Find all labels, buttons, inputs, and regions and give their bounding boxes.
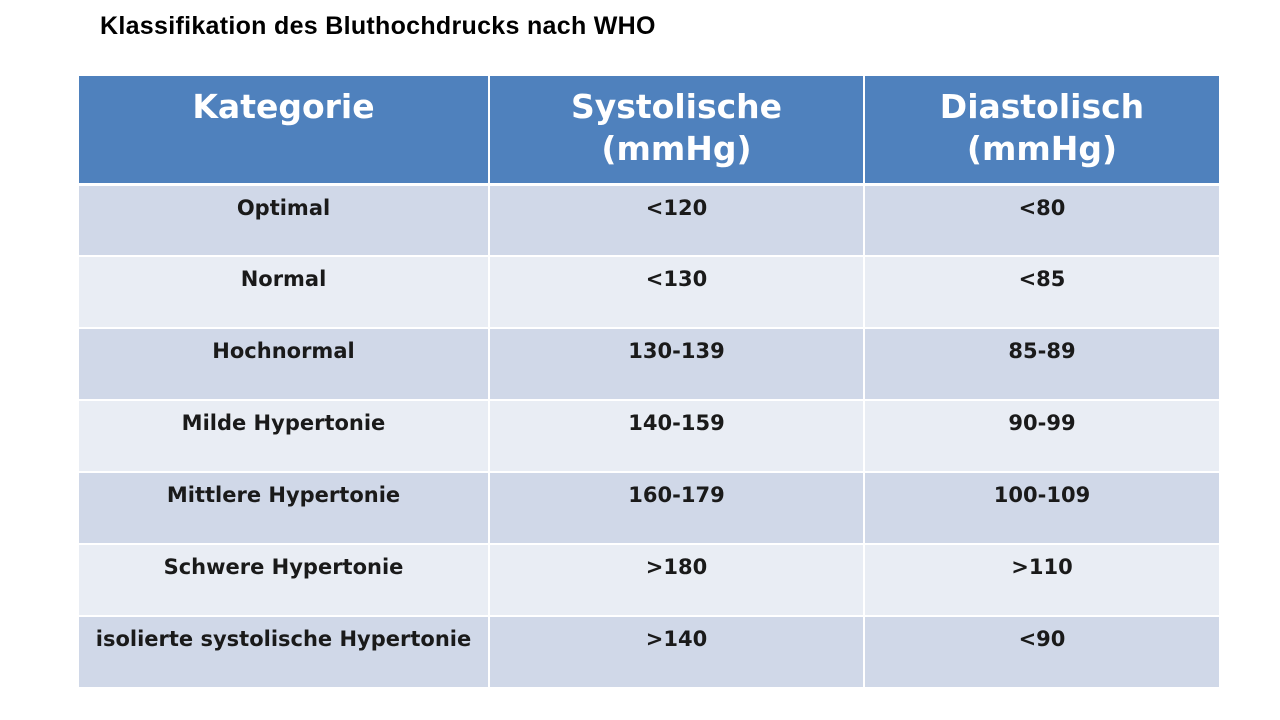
cell-category: Schwere Hypertonie (79, 544, 489, 616)
header-diastolic-unit: (mmHg) (966, 129, 1118, 168)
cell-systolic: <120 (489, 184, 864, 256)
cell-category: Hochnormal (79, 328, 489, 400)
cell-diastolic: <85 (864, 256, 1219, 328)
cell-category: Mittlere Hypertonie (79, 472, 489, 544)
header-systolic-unit: (mmHg) (601, 129, 752, 168)
table-row (79, 544, 1219, 616)
cell-systolic: >180 (489, 544, 864, 616)
table-row (79, 400, 1219, 472)
header-diastolic (864, 76, 1219, 184)
header-systolic (489, 76, 864, 184)
cell-systolic: 160-179 (489, 472, 864, 544)
table-row (79, 184, 1219, 256)
table-row (79, 328, 1219, 400)
slide-title: Klassifikation des Bluthochdrucks nach WHO (100, 12, 656, 40)
cell-diastolic: >110 (864, 544, 1219, 616)
cell-category: Optimal (79, 184, 489, 256)
table-header-row (79, 76, 1219, 184)
cell-category: Milde Hypertonie (79, 400, 489, 472)
cell-diastolic: 85-89 (864, 328, 1219, 400)
cell-category: isolierte systolische Hypertonie (79, 616, 489, 688)
table-row (79, 472, 1219, 544)
cell-systolic: 140-159 (489, 400, 864, 472)
table-row (79, 616, 1219, 688)
cell-systolic: <130 (489, 256, 864, 328)
cell-diastolic: <80 (864, 184, 1219, 256)
cell-systolic: 130-139 (489, 328, 864, 400)
cell-systolic: >140 (489, 616, 864, 688)
blood-pressure-table (79, 76, 1219, 689)
cell-diastolic: <90 (864, 616, 1219, 688)
header-diastolic-label: Diastolisch (939, 87, 1145, 126)
cell-diastolic: 90-99 (864, 400, 1219, 472)
table-row (79, 256, 1219, 328)
header-kategorie (79, 76, 489, 184)
cell-diastolic: 100-109 (864, 472, 1219, 544)
header-kategorie-label: Kategorie (192, 87, 375, 126)
header-systolic-label: Systolische (570, 87, 783, 126)
cell-category: Normal (79, 256, 489, 328)
